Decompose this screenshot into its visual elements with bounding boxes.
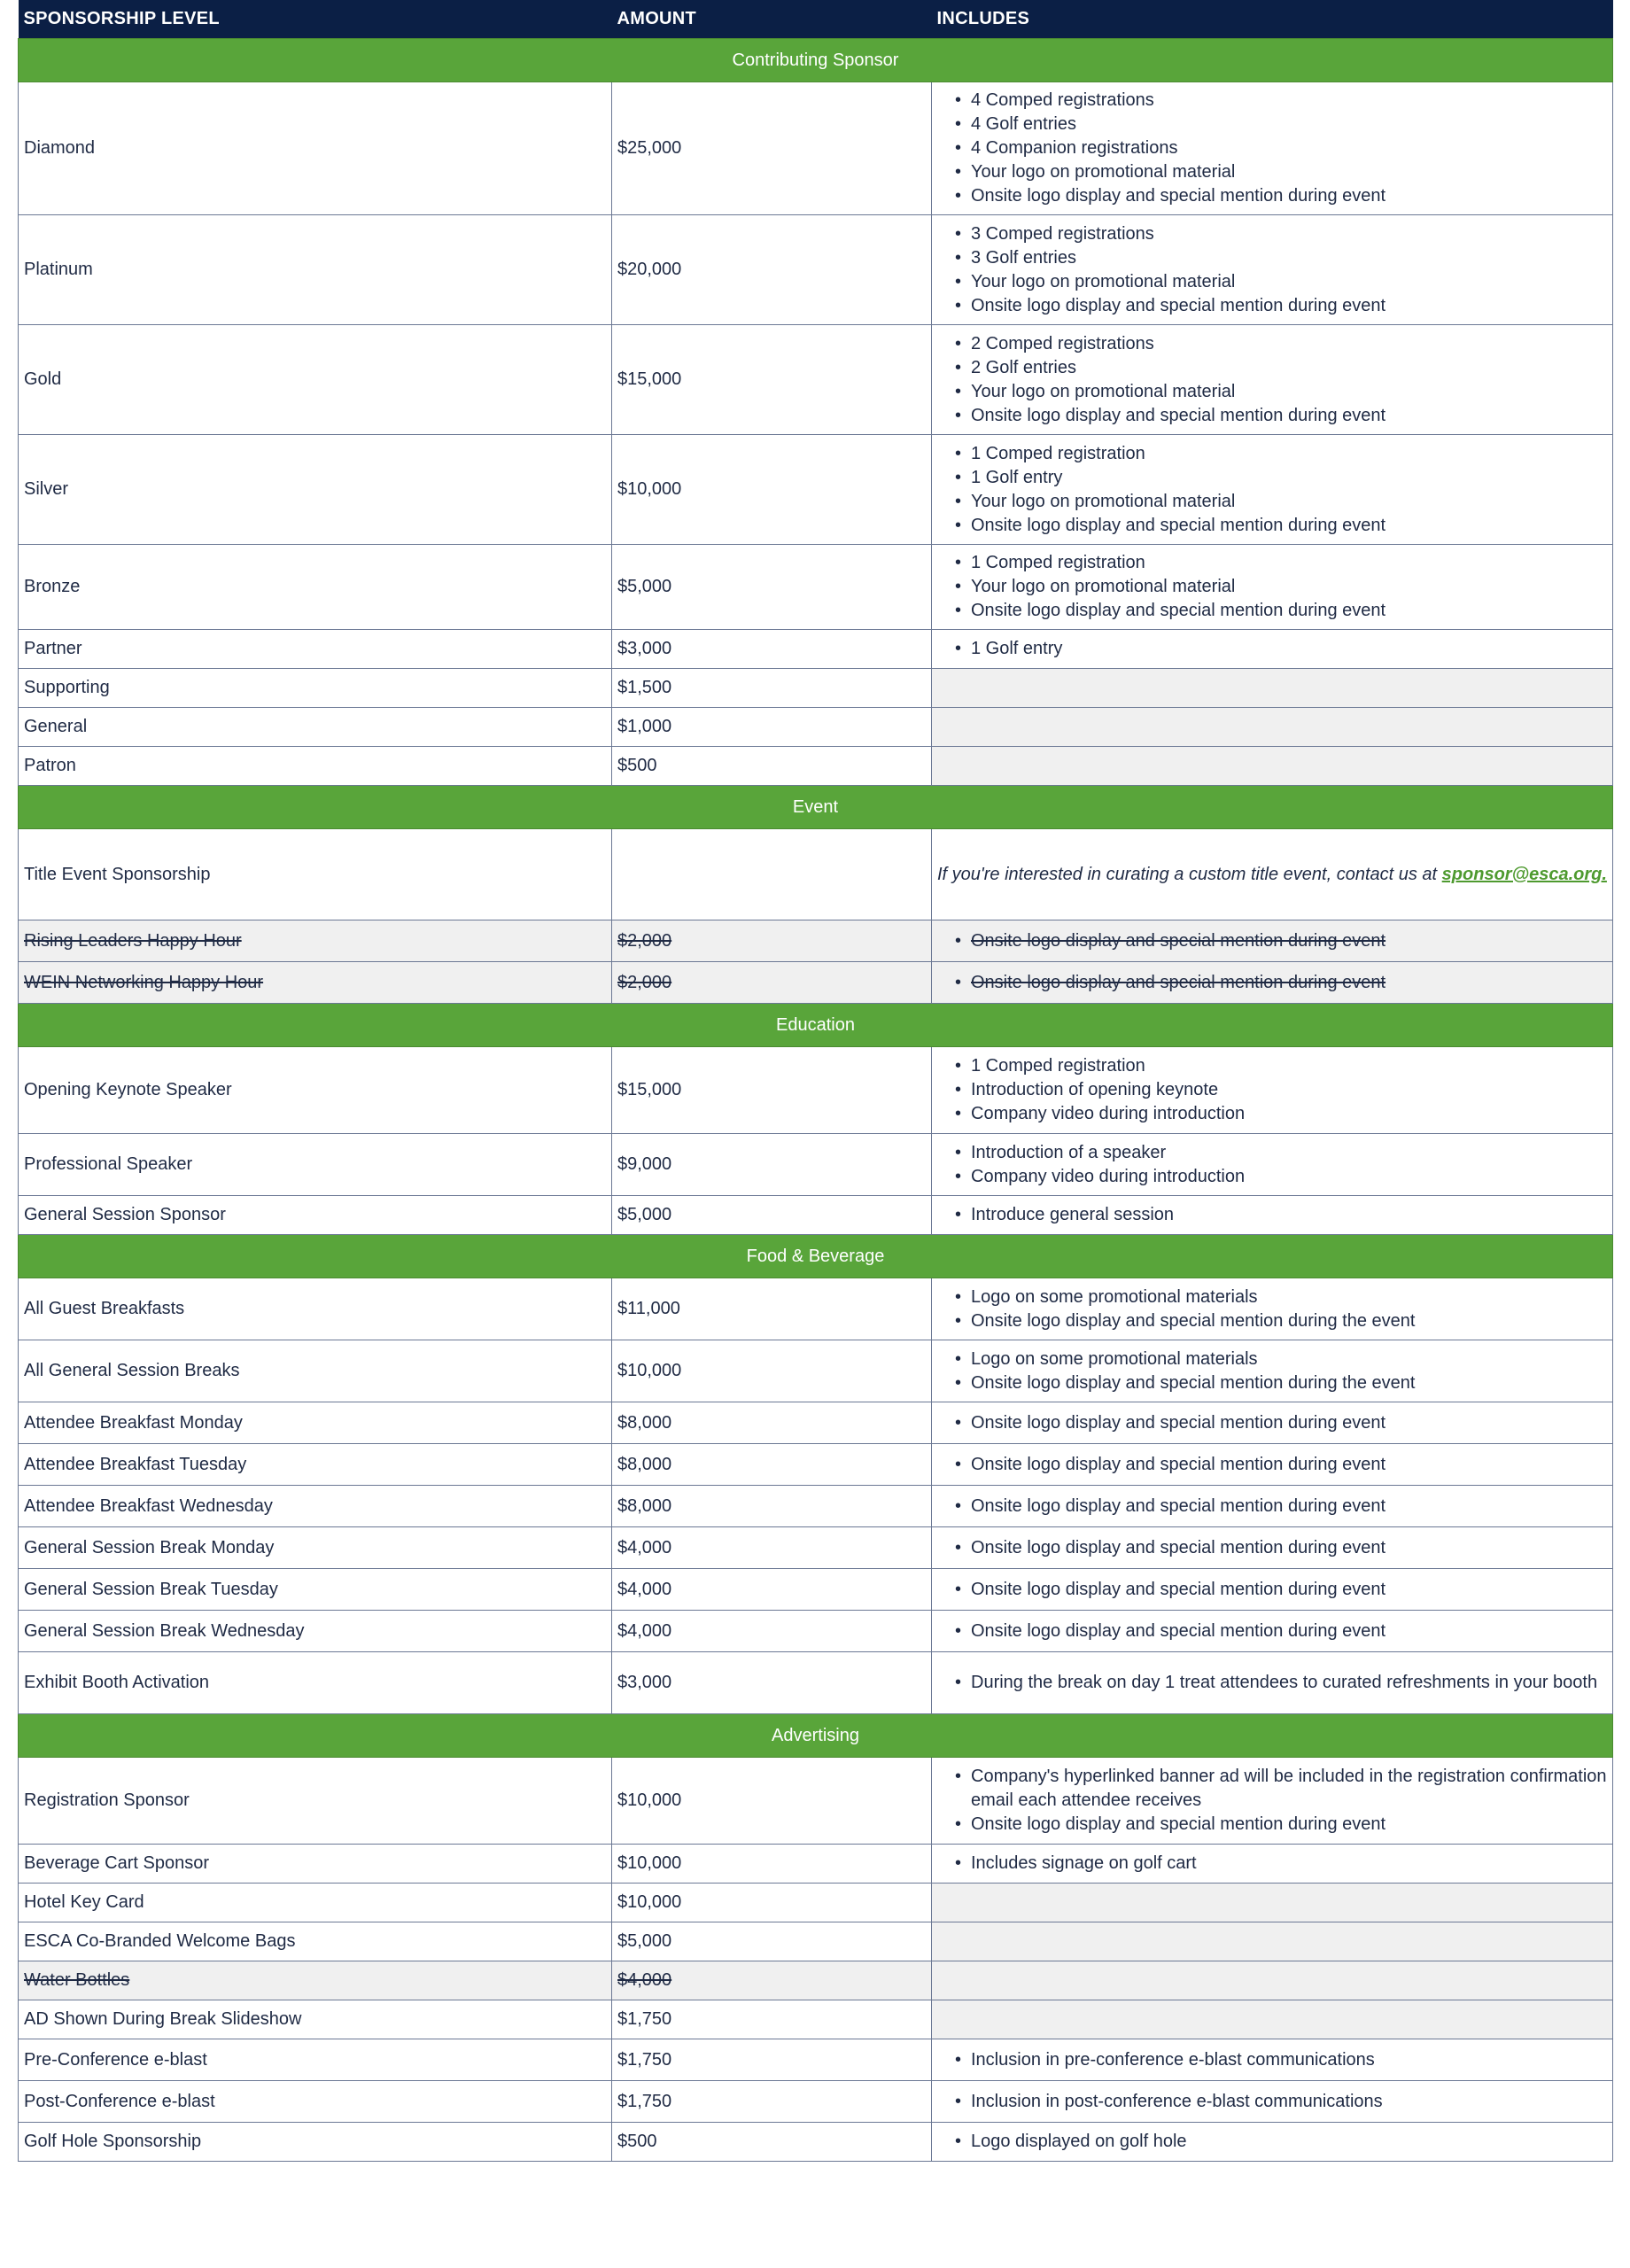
list-item: • Onsite logo display and special mention during event (971, 1578, 1607, 1602)
level-cell: General Session Break Wednesday (19, 1611, 612, 1652)
list-item: • Logo on some promotional materials (971, 1285, 1607, 1309)
table-row (19, 1569, 1613, 1611)
level-cell: Bronze (19, 545, 612, 630)
table-row (19, 1922, 1613, 1961)
level-cell: General (19, 708, 612, 747)
level-cell: Partner (19, 630, 612, 669)
amount-cell: $5,000 (612, 1196, 932, 1235)
includes-list (937, 442, 1607, 538)
list-item: • Onsite logo display and special mention during event (971, 1453, 1607, 1477)
includes-list (937, 1671, 1607, 1695)
level-cell: General Session Break Monday (19, 1527, 612, 1569)
includes-cell (932, 2081, 1613, 2123)
list-item: • Introduction of opening keynote (971, 1078, 1607, 1102)
amount-cell: $1,750 (612, 2000, 932, 2039)
includes-cell (932, 1278, 1613, 1340)
list-item: • Your logo on promotional material (971, 575, 1607, 599)
list-item: • 3 Comped registrations (971, 222, 1607, 246)
list-item: • Onsite logo display and special mention during event (971, 1411, 1607, 1435)
table-row (19, 1278, 1613, 1340)
includes-cell (932, 920, 1613, 962)
list-item: • Onsite logo display and special mention during event (971, 1495, 1607, 1518)
list-item: • 4 Golf entries (971, 113, 1607, 136)
amount-cell: $4,000 (612, 1611, 932, 1652)
level-cell: WEIN Networking Happy Hour (19, 962, 612, 1004)
includes-cell (932, 1402, 1613, 1444)
includes-cell (932, 1845, 1613, 1884)
list-item: • 1 Comped registration (971, 442, 1607, 466)
list-item: • Onsite logo display and special mention during event (971, 1536, 1607, 1560)
table-row (19, 630, 1613, 669)
includes-list (937, 637, 1607, 661)
list-item: • Company's hyperlinked banner ad will be included in the registration confirmation email each attendee receives (971, 1765, 1607, 1813)
level-cell: General Session Sponsor (19, 1196, 612, 1235)
table-row (19, 1758, 1613, 1845)
list-item: • 4 Comped registrations (971, 89, 1607, 113)
section-header (19, 786, 1613, 829)
contact-note: If you're interested in curating a custom title event, contact us at (937, 864, 1442, 884)
includes-list (937, 1348, 1607, 1395)
section-header (19, 1004, 1613, 1047)
level-cell: Hotel Key Card (19, 1884, 612, 1922)
level-cell: Pre-Conference e-blast (19, 2039, 612, 2081)
includes-cell (932, 747, 1613, 786)
includes-cell (932, 2039, 1613, 2081)
table-row (19, 829, 1613, 920)
sponsor-email-link[interactable]: sponsor@esca.org. (1441, 864, 1607, 884)
includes-list (937, 1453, 1607, 1477)
includes-list (937, 1578, 1607, 1602)
table-row (19, 215, 1613, 325)
includes-cell (932, 1758, 1613, 1845)
level-cell: Rising Leaders Happy Hour (19, 920, 612, 962)
includes-cell (932, 962, 1613, 1004)
includes-list (937, 1536, 1607, 1560)
list-item: • 4 Companion registrations (971, 136, 1607, 160)
level-cell: Platinum (19, 215, 612, 325)
amount-cell: $15,000 (612, 325, 932, 435)
table-row (19, 920, 1613, 962)
table-row (19, 962, 1613, 1004)
includes-list (937, 2048, 1607, 2072)
amount-cell: $8,000 (612, 1486, 932, 1527)
amount-cell: $1,750 (612, 2039, 932, 2081)
includes-list (937, 89, 1607, 208)
amount-cell: $4,000 (612, 1527, 932, 1569)
amount-cell: $1,500 (612, 669, 932, 708)
level-cell: Professional Speaker (19, 1134, 612, 1196)
level-cell: Beverage Cart Sponsor (19, 1845, 612, 1884)
section-header (19, 39, 1613, 82)
includes-cell (932, 1527, 1613, 1569)
level-cell: Silver (19, 435, 612, 545)
list-item: • 2 Comped registrations (971, 332, 1607, 356)
table-row (19, 82, 1613, 215)
includes-cell (932, 669, 1613, 708)
amount-cell: $3,000 (612, 630, 932, 669)
includes-list (937, 1765, 1607, 1837)
includes-cell (932, 1652, 1613, 1714)
includes-list (937, 1411, 1607, 1435)
table-row (19, 1845, 1613, 1884)
table-row (19, 669, 1613, 708)
section-header (19, 1714, 1613, 1758)
level-cell: Diamond (19, 82, 612, 215)
list-item: • Your logo on promotional material (971, 490, 1607, 514)
list-item: • Logo displayed on golf hole (971, 2130, 1607, 2154)
list-item: • 1 Comped registration (971, 551, 1607, 575)
header-amount: AMOUNT (612, 0, 932, 39)
level-cell: Supporting (19, 669, 612, 708)
includes-cell (932, 630, 1613, 669)
list-item: • During the break on day 1 treat attendees to curated refreshments in your booth (971, 1671, 1607, 1695)
amount-cell: $8,000 (612, 1444, 932, 1486)
level-cell: ESCA Co-Branded Welcome Bags (19, 1922, 612, 1961)
table-row (19, 1611, 1613, 1652)
list-item: • 3 Golf entries (971, 246, 1607, 270)
includes-list (937, 332, 1607, 428)
list-item: • Onsite logo display and special mention during event (971, 929, 1607, 953)
amount-cell: $20,000 (612, 215, 932, 325)
amount-cell: $10,000 (612, 1758, 932, 1845)
amount-cell: $4,000 (612, 1569, 932, 1611)
sponsorship-table (18, 0, 1613, 2162)
level-cell: Post-Conference e-blast (19, 2081, 612, 2123)
table-row (19, 1884, 1613, 1922)
section-header (19, 1235, 1613, 1278)
table-row (19, 747, 1613, 786)
section-title: Food & Beverage (19, 1235, 1613, 1278)
level-cell: Exhibit Booth Activation (19, 1652, 612, 1714)
level-cell: All Guest Breakfasts (19, 1278, 612, 1340)
level-cell: Attendee Breakfast Tuesday (19, 1444, 612, 1486)
includes-list (937, 1285, 1607, 1333)
amount-cell: $500 (612, 747, 932, 786)
level-cell: AD Shown During Break Slideshow (19, 2000, 612, 2039)
includes-cell (932, 1922, 1613, 1961)
includes-cell (932, 2123, 1613, 2162)
amount-cell (612, 829, 932, 920)
table-row (19, 1134, 1613, 1196)
includes-list (937, 1619, 1607, 1643)
amount-cell: $1,000 (612, 708, 932, 747)
includes-list (937, 1203, 1607, 1227)
list-item: • Your logo on promotional material (971, 380, 1607, 404)
list-item: • Introduction of a speaker (971, 1141, 1607, 1165)
list-item: • Company video during introduction (971, 1102, 1607, 1126)
list-item: • 2 Golf entries (971, 356, 1607, 380)
amount-cell: $15,000 (612, 1047, 932, 1134)
includes-cell (932, 708, 1613, 747)
table-row (19, 1444, 1613, 1486)
includes-cell (932, 82, 1613, 215)
includes-cell (932, 215, 1613, 325)
table-row (19, 2081, 1613, 2123)
table-row (19, 435, 1613, 545)
amount-cell: $2,000 (612, 962, 932, 1004)
includes-list (937, 929, 1607, 953)
includes-list (937, 1495, 1607, 1518)
includes-cell (932, 1340, 1613, 1402)
amount-cell: $10,000 (612, 1884, 932, 1922)
table-row (19, 1402, 1613, 1444)
list-item: • 1 Golf entry (971, 466, 1607, 490)
table-row (19, 1047, 1613, 1134)
list-item: • Logo on some promotional materials (971, 1348, 1607, 1371)
list-item: • Your logo on promotional material (971, 160, 1607, 184)
includes-list (937, 2090, 1607, 2114)
level-cell: Gold (19, 325, 612, 435)
amount-cell: $9,000 (612, 1134, 932, 1196)
table-row (19, 708, 1613, 747)
includes-cell (932, 1611, 1613, 1652)
header-includes: INCLUDES (932, 0, 1613, 39)
table-row (19, 545, 1613, 630)
includes-cell (932, 325, 1613, 435)
list-item: • Onsite logo display and special mention during event (971, 184, 1607, 208)
includes-cell (932, 1134, 1613, 1196)
includes-list (937, 2130, 1607, 2154)
amount-cell: $5,000 (612, 545, 932, 630)
list-item: • Onsite logo display and special mention during event (971, 1619, 1607, 1643)
amount-cell: $500 (612, 2123, 932, 2162)
amount-cell: $5,000 (612, 1922, 932, 1961)
amount-cell: $3,000 (612, 1652, 932, 1714)
amount-cell: $10,000 (612, 1340, 932, 1402)
table-row (19, 2123, 1613, 2162)
list-item: • 1 Comped registration (971, 1054, 1607, 1078)
level-cell: Attendee Breakfast Wednesday (19, 1486, 612, 1527)
section-title: Education (19, 1004, 1613, 1047)
includes-list (937, 222, 1607, 318)
includes-cell (932, 2000, 1613, 2039)
includes-cell (932, 829, 1613, 920)
header-level: SPONSORSHIP LEVEL (19, 0, 612, 39)
table-row (19, 1961, 1613, 2000)
list-item: • Includes signage on golf cart (971, 1852, 1607, 1876)
amount-cell: $4,000 (612, 1961, 932, 2000)
amount-cell: $1,750 (612, 2081, 932, 2123)
list-item: • Inclusion in post-conference e-blast communications (971, 2090, 1607, 2114)
includes-cell (932, 1196, 1613, 1235)
table-row (19, 1486, 1613, 1527)
includes-cell (932, 1961, 1613, 2000)
includes-list (937, 1141, 1607, 1189)
includes-cell (932, 1569, 1613, 1611)
table-row (19, 1196, 1613, 1235)
list-item: • Introduce general session (971, 1203, 1607, 1227)
table-row (19, 1527, 1613, 1569)
level-cell: General Session Break Tuesday (19, 1569, 612, 1611)
table-header-row (19, 0, 1613, 39)
list-item: • Company video during introduction (971, 1165, 1607, 1189)
level-cell: Title Event Sponsorship (19, 829, 612, 920)
section-title: Advertising (19, 1714, 1613, 1758)
level-cell: Attendee Breakfast Monday (19, 1402, 612, 1444)
table-row (19, 325, 1613, 435)
table-row (19, 1652, 1613, 1714)
list-item: • Onsite logo display and special mention during event (971, 971, 1607, 995)
amount-cell: $2,000 (612, 920, 932, 962)
includes-list (937, 551, 1607, 623)
includes-cell (932, 1884, 1613, 1922)
list-item: • Onsite logo display and special mention during event (971, 514, 1607, 538)
table-row (19, 2039, 1613, 2081)
includes-cell (932, 545, 1613, 630)
list-item: • Onsite logo display and special mention during event (971, 599, 1607, 623)
list-item: • Onsite logo display and special mention during event (971, 1813, 1607, 1837)
list-item: • Your logo on promotional material (971, 270, 1607, 294)
table-row (19, 1340, 1613, 1402)
amount-cell: $8,000 (612, 1402, 932, 1444)
list-item: • Inclusion in pre-conference e-blast communications (971, 2048, 1607, 2072)
section-title: Event (19, 786, 1613, 829)
table-row (19, 2000, 1613, 2039)
includes-cell (932, 1444, 1613, 1486)
level-cell: Registration Sponsor (19, 1758, 612, 1845)
list-item: • Onsite logo display and special mention during the event (971, 1309, 1607, 1333)
list-item: • Onsite logo display and special mention during event (971, 404, 1607, 428)
includes-cell (932, 1047, 1613, 1134)
list-item: • Onsite logo display and special mention during the event (971, 1371, 1607, 1395)
includes-list (937, 1852, 1607, 1876)
includes-list (937, 971, 1607, 995)
includes-cell (932, 1486, 1613, 1527)
list-item: • 1 Golf entry (971, 637, 1607, 661)
includes-cell (932, 435, 1613, 545)
level-cell: Patron (19, 747, 612, 786)
level-cell: Opening Keynote Speaker (19, 1047, 612, 1134)
level-cell: Water Bottles (19, 1961, 612, 2000)
list-item: • Onsite logo display and special mention during event (971, 294, 1607, 318)
includes-list (937, 1054, 1607, 1126)
section-title: Contributing Sponsor (19, 39, 1613, 82)
amount-cell: $25,000 (612, 82, 932, 215)
level-cell: Golf Hole Sponsorship (19, 2123, 612, 2162)
amount-cell: $11,000 (612, 1278, 932, 1340)
amount-cell: $10,000 (612, 435, 932, 545)
amount-cell: $10,000 (612, 1845, 932, 1884)
level-cell: All General Session Breaks (19, 1340, 612, 1402)
